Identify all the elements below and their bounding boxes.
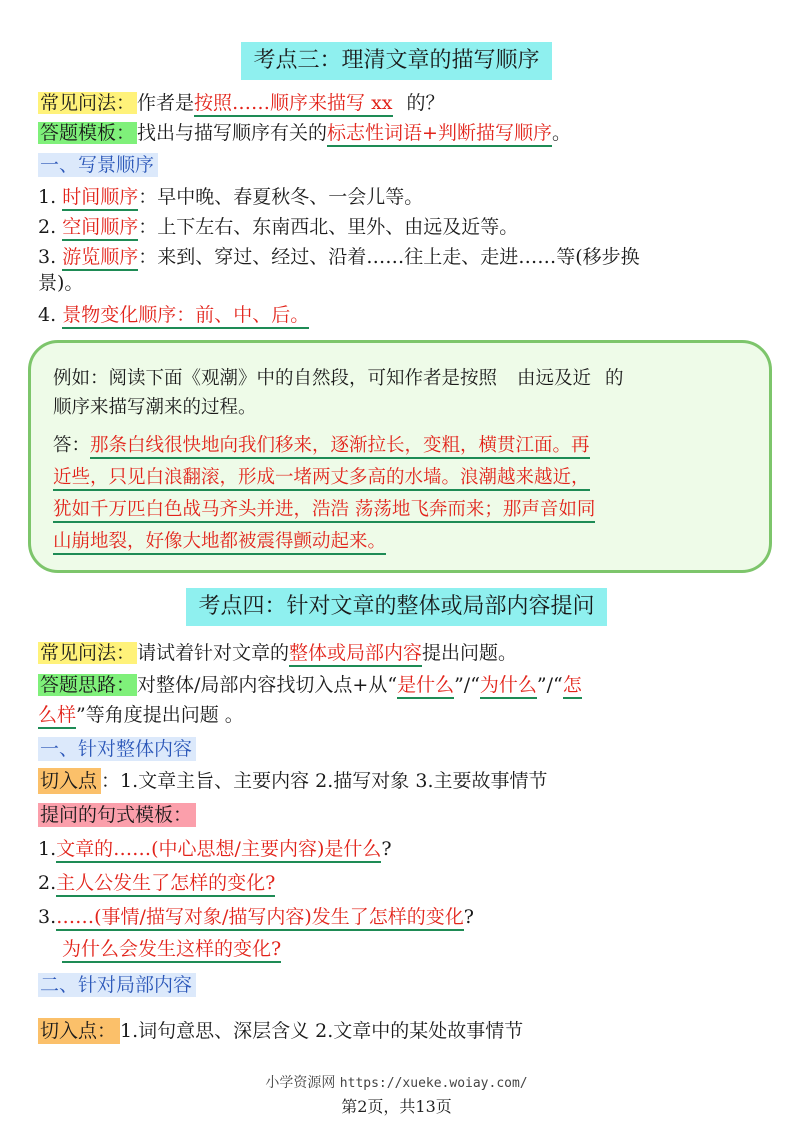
item-number: 3. (38, 246, 57, 268)
item-term: 时间顺序 (62, 186, 138, 211)
pattern-text: 为什么会发生这样的变化? (62, 938, 281, 963)
item-term: 空间顺序 (62, 216, 138, 241)
section4-approach-line1 (38, 672, 582, 698)
answer-template-key: 标志性词语+判断描写顺序 (327, 122, 552, 147)
order-item-3-continued (38, 270, 83, 296)
pattern-post: ? (463, 906, 474, 928)
common-question-post: 的？ (406, 92, 445, 114)
example-answer-line2 (53, 465, 590, 491)
example-answer-text: 山崩地裂，好像大地都被震得颤动起来。 (53, 531, 386, 555)
entry-point-whole (38, 768, 547, 794)
example-answer-line3 (53, 497, 595, 523)
approach-post: ”等角度提出问题 。 (76, 704, 244, 726)
approach-sep: ”/“ (536, 674, 563, 696)
example-answer-line4 (53, 529, 386, 555)
entry-point-part (38, 1018, 523, 1044)
pattern-3 (38, 904, 474, 930)
section4-heading (0, 588, 793, 626)
answer-template-post: 。 (551, 122, 571, 144)
section4-sub2 (38, 972, 196, 998)
order-item-4 (38, 302, 309, 328)
item-desc: ：上下左右、东南西北、里外、由远及近等。 (138, 216, 519, 238)
order-item-2 (38, 214, 518, 240)
approach-label: 答题思路： (40, 674, 136, 696)
item-desc: ：来到、穿过、经过、沿着……往上走、走进……等(移步换 (138, 246, 640, 268)
entry-point-text: ：1.文章主旨、主要内容 2.描写对象 3.主要故事情节 (101, 770, 548, 792)
pattern-post: ? (381, 838, 392, 860)
section4-sub1 (38, 736, 196, 762)
common-question-key: 按照……顺序来描写 xx (194, 92, 392, 117)
example-answer-label: 答： (53, 435, 91, 456)
pattern-text: 主人公发生了怎样的变化? (56, 872, 275, 897)
approach-how-part1: 怎 (563, 674, 582, 699)
example-answer-text: 近些，只见白浪翻滚，形成一堵两丈多高的水墙。浪潮越来越近， (53, 467, 590, 491)
section4-title: 考点四：针对文章的整体或局部内容提问 (186, 588, 606, 626)
item-number: 4. (38, 304, 57, 326)
item-desc: 景)。 (38, 272, 84, 294)
example-question-post: 的 (605, 368, 624, 389)
section3-subheading (38, 152, 158, 178)
example-answer-fill: 由远及近 (517, 368, 592, 389)
section3-title: 考点三：理清文章的描写顺序 (241, 42, 551, 80)
item-desc: ：早中晚、春夏秋冬、一会儿等。 (138, 186, 424, 208)
common-question-key: 整体或局部内容 (289, 642, 422, 667)
scenery-order-heading: 一、写景顺序 (38, 153, 158, 177)
pattern-number: 3. (38, 906, 57, 928)
approach-why: 为什么 (480, 674, 537, 699)
pattern-text: 文章的……(中心思想/主要内容)是什么 (56, 838, 381, 863)
entry-point-label: 切入点 (38, 768, 101, 794)
item-number: 2. (38, 216, 57, 238)
pattern-1 (38, 836, 392, 862)
footer-site: 小学资源网 (265, 1075, 336, 1091)
item-number: 1. (38, 186, 57, 208)
example-question-pre: 例如：阅读下面《观潮》中的自然段，可知作者是按照 (53, 368, 498, 389)
pattern-number: 1. (38, 838, 57, 860)
pattern-2 (38, 870, 275, 896)
footer-source (0, 1072, 793, 1092)
common-question-post: 提出问题。 (422, 642, 518, 664)
example-question-line2: 顺序来描写潮来的过程。 (53, 397, 257, 418)
common-question-label: 常见问法： (40, 642, 136, 664)
pattern-text: ……(事情/描写对象/描写内容)发生了怎样的变化 (56, 906, 464, 931)
example-answer-text: 犹如千万匹白色战马齐头并进，浩浩 荡荡地飞奔而来；那声音如同 (53, 499, 595, 523)
item-term: 景物变化顺序：前、中、后。 (62, 304, 309, 329)
pattern-template-heading (38, 802, 196, 828)
order-item-1 (38, 184, 423, 210)
approach-pre: 对整体/局部内容找切入点+从“ (137, 674, 398, 696)
common-question-pre: 请试着针对文章的 (137, 642, 290, 664)
pattern-3-continued (62, 936, 281, 962)
example-question-line1 (53, 366, 624, 392)
section4-common-question (38, 640, 517, 666)
section4-approach-line2 (38, 702, 244, 728)
item-term: 游览顺序 (62, 246, 138, 271)
example-answer-text: 那条白线很快地向我们移来，逐渐拉长，变粗，横贯江面。再 (90, 435, 590, 459)
example-box (28, 340, 772, 573)
section3-heading (0, 42, 793, 80)
approach-how-part2: 么样 (38, 704, 76, 729)
entry-point-label: 切入点： (38, 1018, 120, 1044)
pattern-number: 2. (38, 872, 57, 894)
common-question-label: 常见问法： (40, 92, 136, 114)
part-content-heading: 二、针对局部内容 (38, 973, 196, 997)
section3-common-question (38, 90, 445, 116)
footer-url[interactable]: https://xueke.woiay.com/ (339, 1076, 528, 1091)
whole-content-heading: 一、针对整体内容 (38, 737, 196, 761)
pattern-label: 提问的句式模板： (38, 803, 196, 827)
approach-sep: ”/“ (454, 674, 480, 696)
example-answer-line1 (53, 433, 590, 459)
entry-point-text: 1.词句意思、深层含义 2.文章中的某处故事情节 (120, 1020, 524, 1042)
approach-what: 是什么 (397, 674, 454, 699)
page-number: 第2页，共13页 (341, 1097, 452, 1116)
common-question-pre: 作者是 (137, 92, 195, 114)
answer-template-label: 答题模板： (40, 122, 136, 144)
section3-answer-template (38, 120, 571, 146)
answer-template-pre: 找出与描写顺序有关的 (137, 122, 328, 144)
order-item-3 (38, 244, 640, 270)
